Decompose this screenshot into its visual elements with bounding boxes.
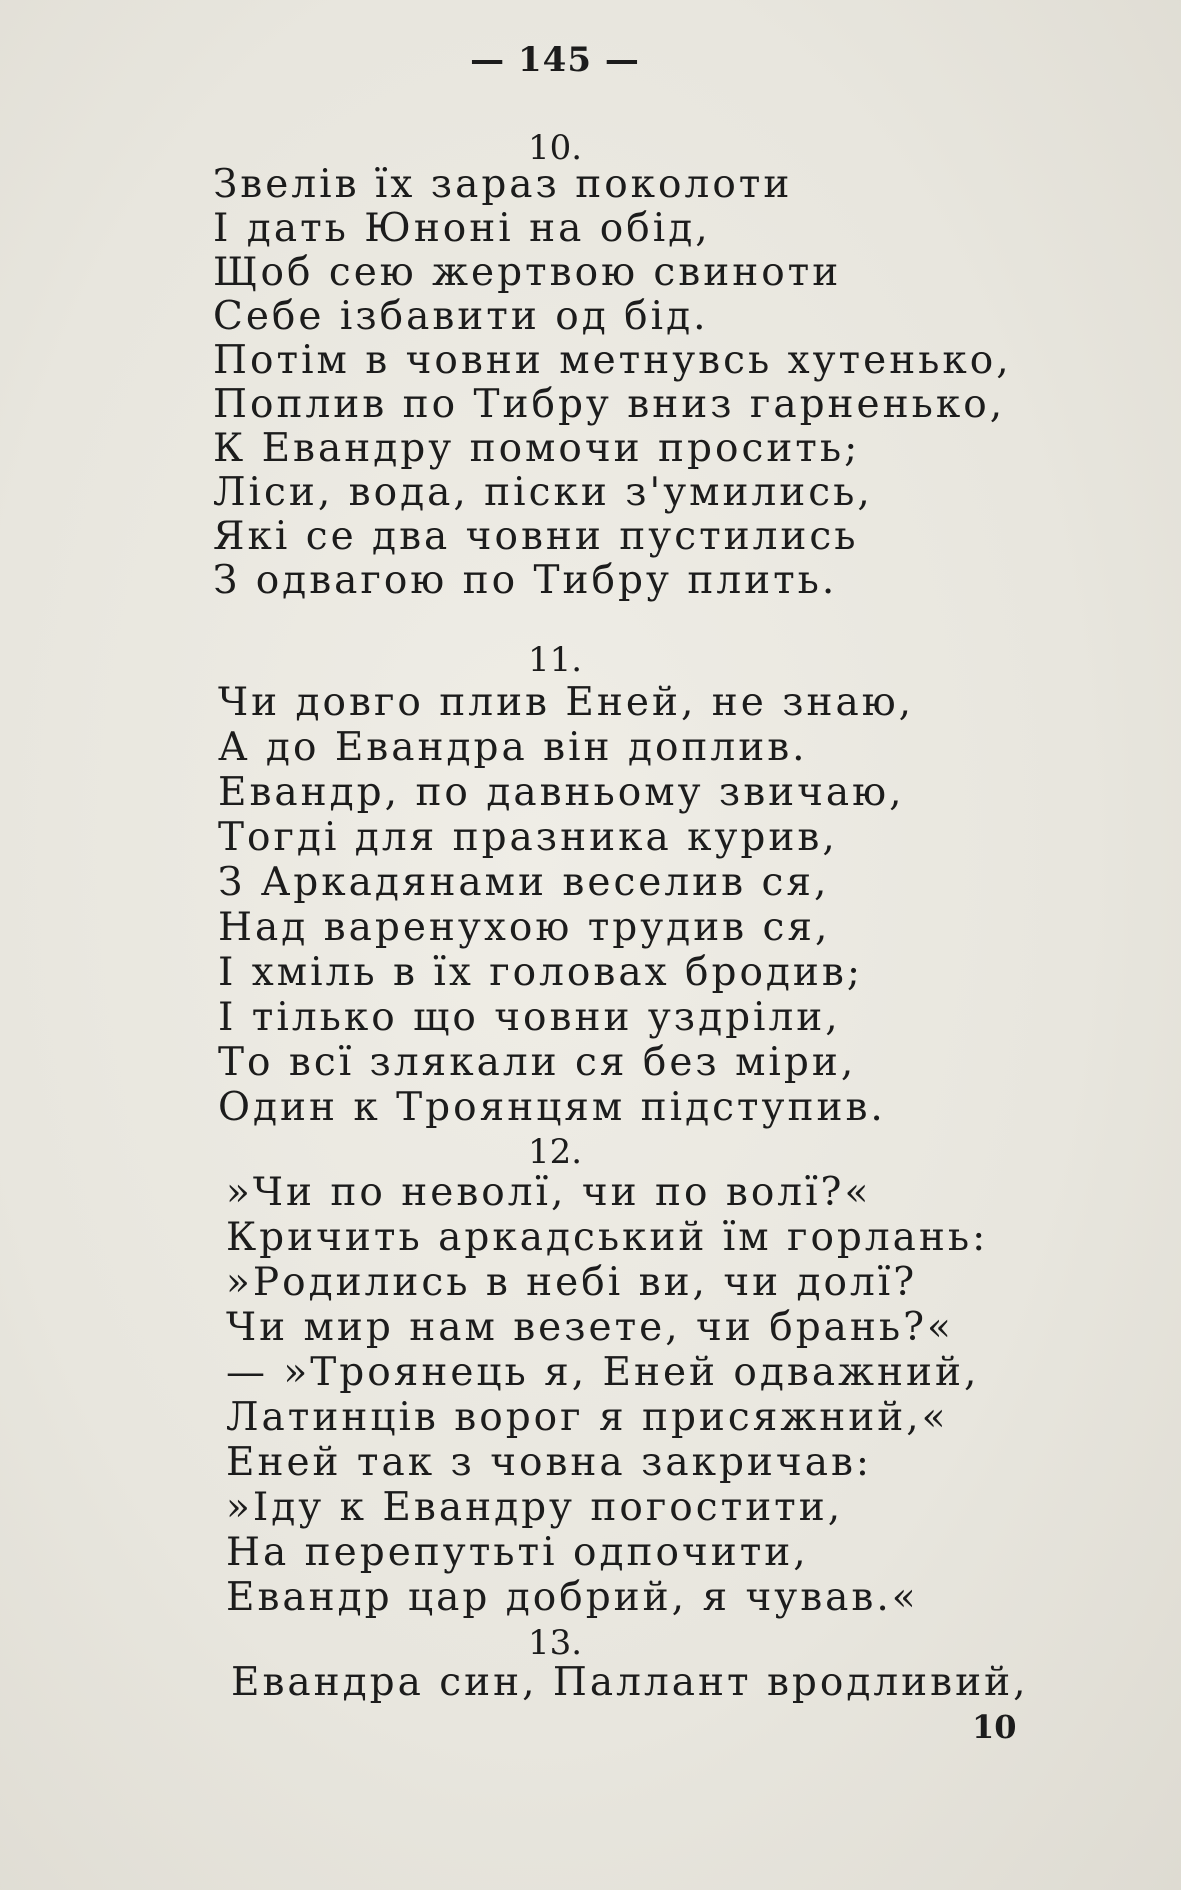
verse-line: Кричить аркадський їм горлань:	[226, 1215, 989, 1260]
verse-line: »Іду к Евандру погостити,	[226, 1485, 844, 1530]
verse-line: З одвагою по Тибру плить.	[213, 558, 838, 603]
printer-signature-mark: 10	[972, 1708, 1017, 1746]
verse-line: Звелів їх зараз поколоти	[213, 162, 793, 207]
verse-line: Які се два човни пустились	[213, 514, 859, 559]
verse-line: Себе ізбавити од бід.	[213, 294, 709, 339]
verse-line: Один к Троянцям підступив.	[218, 1085, 886, 1130]
verse-line: Евандр цар добрий, я чував.«	[226, 1575, 919, 1620]
verse-line: Чи мир нам везете, чи брань?«	[226, 1305, 954, 1350]
verse-line: Поплив по Тибру вниз гарненько,	[213, 382, 1006, 427]
stanza-number: 13.	[527, 1623, 583, 1663]
verse-line: Ліси, вода, піски з'умились,	[213, 470, 873, 515]
verse-line: З Аркадянами веселив ся,	[218, 860, 830, 905]
verse-line: Над варенухою трудив ся,	[218, 905, 831, 950]
verse-line: Латинців ворог я присяжний,«	[226, 1395, 949, 1440]
verse-line: На перепутьті одпочити,	[226, 1530, 809, 1575]
verse-line: І хміль в їх головах бродив;	[218, 950, 864, 995]
verse-line: І тілько що човни уздріли,	[218, 995, 841, 1040]
verse-line: »Родились в небі ви, чи долї?	[226, 1260, 918, 1305]
verse-line: Тогді для празника курив,	[218, 815, 838, 860]
verse-line: Потім в човни метнувсь хутенько,	[213, 338, 1012, 383]
verse-line: Еней так з човна закричав:	[226, 1440, 873, 1485]
stanza-number: 11.	[527, 640, 583, 680]
verse-line: І дать Юноні на обід,	[213, 206, 711, 251]
verse-line: Щоб сею жертвою свиноти	[213, 250, 842, 295]
verse-line: То всї злякали ся без міри,	[218, 1040, 857, 1085]
verse-line: — »Троянець я, Еней одважний,	[226, 1350, 980, 1395]
stanza-number: 12.	[527, 1132, 583, 1172]
page-number: — 145 —	[470, 40, 640, 80]
verse-line: К Евандру помочи просить;	[213, 426, 861, 471]
verse-line: »Чи по неволї, чи по волї?«	[226, 1170, 872, 1215]
verse-line: А до Евандра він доплив.	[218, 725, 808, 770]
verse-line: Чи довго плив Еней, не знаю,	[218, 680, 915, 725]
verse-line: Евандра син, Паллант вродливий,	[231, 1660, 1029, 1705]
stanza-number: 10.	[527, 128, 583, 168]
verse-line: Евандр, по давньому звичаю,	[218, 770, 905, 815]
